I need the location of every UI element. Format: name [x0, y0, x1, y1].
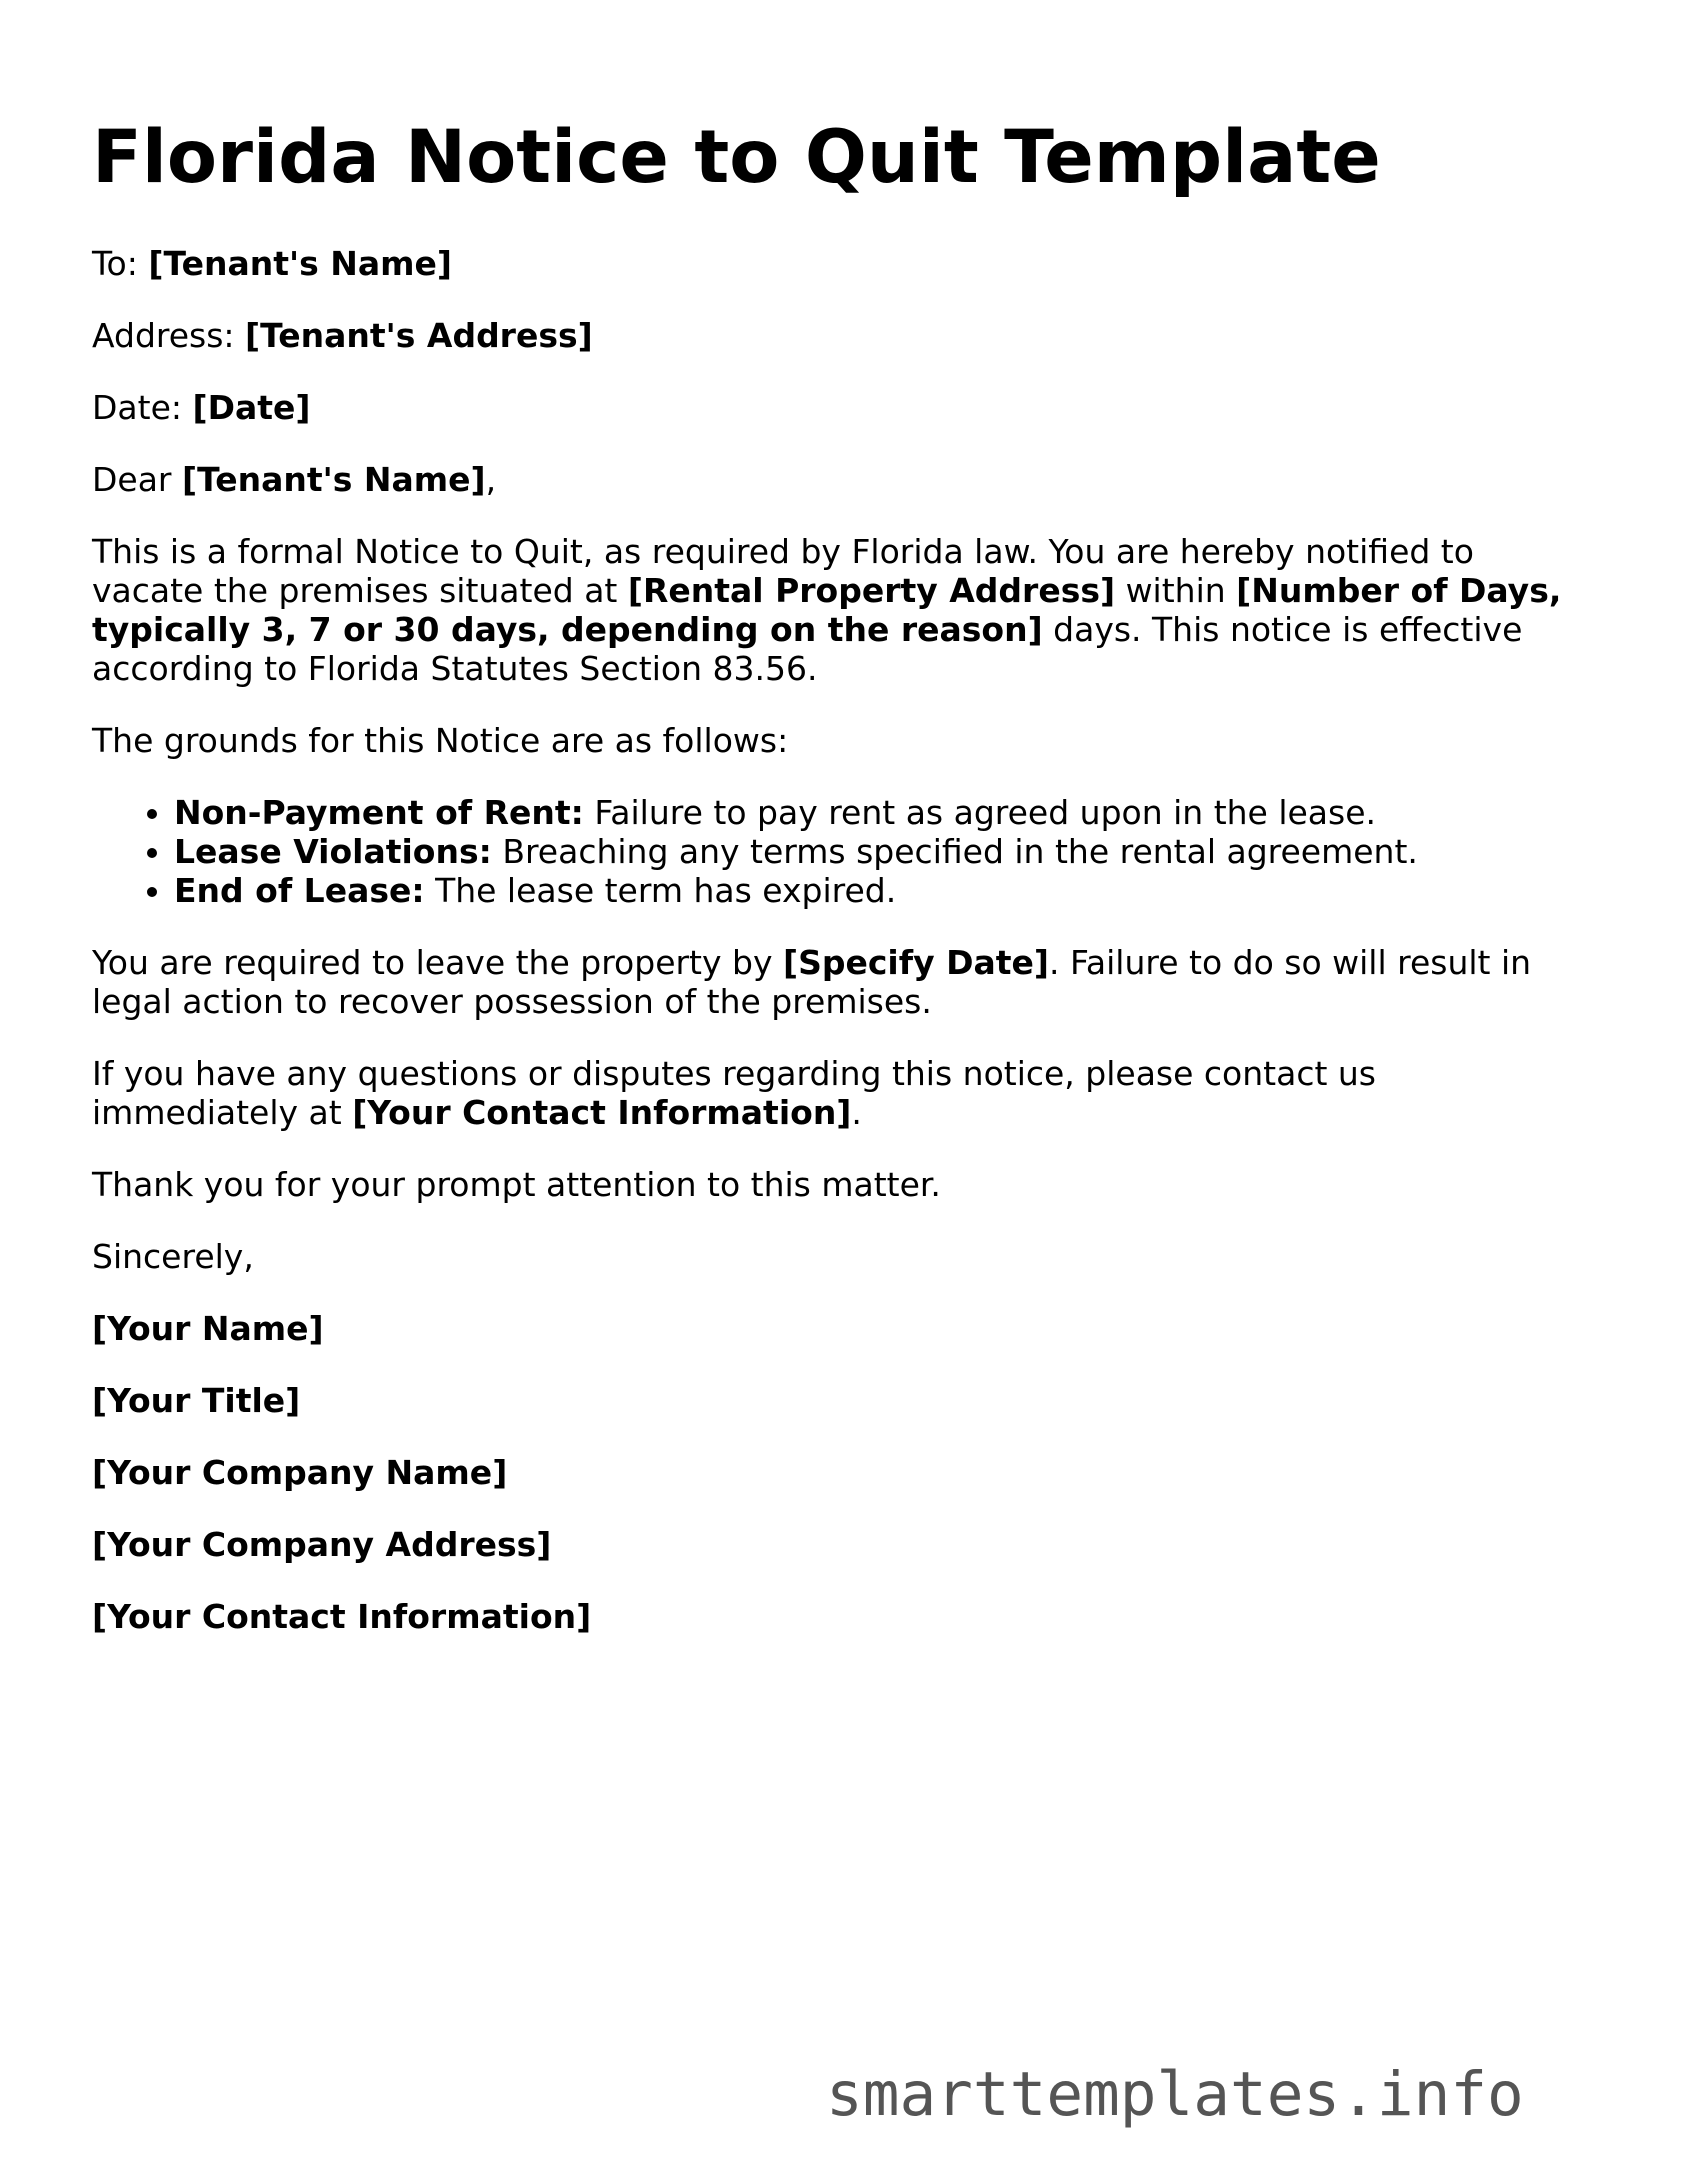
contact-info-field: [Your Contact Information]: [352, 1093, 852, 1132]
ground-term: Lease Violations:: [174, 832, 492, 871]
list-item: [174, 871, 1592, 910]
salutation: [92, 460, 1592, 499]
date-field: [Date]: [192, 388, 311, 427]
to-label: To:: [92, 244, 138, 283]
thanks-line: Thank you for your prompt attention to this matter.: [92, 1165, 941, 1204]
date-line: [92, 388, 1592, 427]
leave-paragraph: [92, 943, 1592, 1021]
signature-company-address: [92, 1525, 1592, 1564]
number-of-days-field: [Number of Days, typically 3, 7 or 30 days, depending on the reason]: [92, 571, 1562, 649]
signature-title: [92, 1381, 1592, 1420]
leave-text-2: . Failure to do so will result in legal action to recover possession of the premises.: [92, 943, 1532, 1021]
signature-contact-text: [Your Contact Information]: [92, 1597, 592, 1636]
grounds-intro: The grounds for this Notice are as follows:: [92, 721, 789, 760]
intro-text-3: days. This notice is effective according to Florida Statutes Section 83.56.: [92, 610, 1523, 688]
signature-name: [92, 1309, 1592, 1348]
tenant-address-field: [Tenant's Address]: [245, 316, 593, 355]
signature-contact: [92, 1597, 1592, 1636]
address-line: [92, 316, 1592, 355]
list-item: [174, 793, 1592, 832]
salutation-prefix: Dear: [92, 460, 172, 499]
ground-text: The lease term has expired.: [435, 871, 897, 910]
grounds-list: [92, 793, 1592, 910]
address-label: Address:: [92, 316, 235, 355]
signature-name-text: [Your Name]: [92, 1309, 324, 1348]
to-line: [92, 244, 1592, 283]
watermark: smarttemplates.info: [826, 2059, 1524, 2130]
signature-company: [92, 1453, 1592, 1492]
date-label: Date:: [92, 388, 182, 427]
questions-text-2: .: [851, 1093, 862, 1132]
intro-text-1: This is a formal Notice to Quit, as required by Florida law. You are hereby notified to vacate the premises situated at: [92, 532, 1474, 610]
page-title: Florida Notice to Quit Template: [92, 115, 1381, 200]
ground-term: End of Lease:: [174, 871, 425, 910]
signature-title-text: [Your Title]: [92, 1381, 301, 1420]
ground-text: Failure to pay rent as agreed upon in the lease.: [594, 793, 1377, 832]
questions-paragraph: [92, 1054, 1592, 1132]
list-item: [174, 832, 1592, 871]
questions-text-1: If you have any questions or disputes regarding this notice, please contact us immediately at: [92, 1054, 1377, 1132]
leave-text-1: You are required to leave the property by: [92, 943, 773, 982]
signature-company-text: [Your Company Name]: [92, 1453, 508, 1492]
salutation-suffix: ,: [485, 460, 497, 499]
salutation-name: [Tenant's Name]: [182, 460, 486, 499]
intro-paragraph: [92, 532, 1592, 688]
rental-property-field: [Rental Property Address]: [627, 571, 1116, 610]
closing-line: Sincerely,: [92, 1237, 254, 1276]
tenant-name-field: [Tenant's Name]: [148, 244, 452, 283]
signature-company-address-text: [Your Company Address]: [92, 1525, 552, 1564]
ground-text: Breaching any terms specified in the rental agreement.: [502, 832, 1418, 871]
intro-text-2: within: [1125, 571, 1226, 610]
specify-date-field: [Specify Date]: [783, 943, 1049, 982]
ground-term: Non-Payment of Rent:: [174, 793, 584, 832]
document-page: [92, 114, 1592, 1669]
